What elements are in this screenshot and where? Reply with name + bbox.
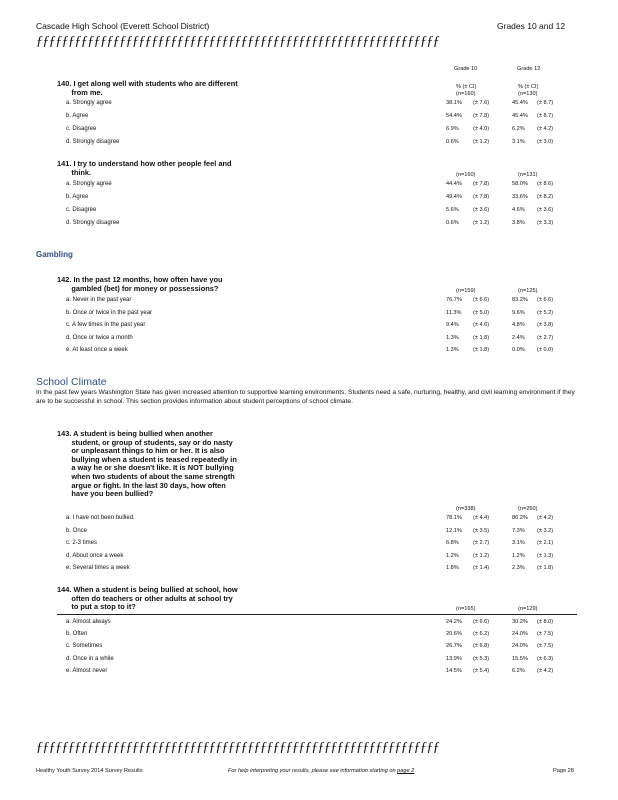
confidence-interval: (± 5.3): [473, 655, 490, 662]
option-label: d. Strongly disagree: [66, 220, 120, 226]
confidence-interval: (± 4.2): [537, 667, 554, 674]
percent-value: 54.4%: [446, 113, 462, 119]
percent-value: 6.9%: [446, 126, 459, 132]
percent-value: 6.2%: [512, 126, 525, 132]
confidence-interval: (± 7.5): [537, 643, 554, 650]
percent-value: 1.2%: [446, 552, 459, 559]
option-label: b. Once: [66, 527, 88, 534]
bottom-divider: ƒƒƒƒƒƒƒƒƒƒƒƒƒƒƒƒƒƒƒƒƒƒƒƒƒƒƒƒƒƒƒƒƒƒƒƒƒƒƒƒƒƒƒƒƒƒƒƒƒƒƒƒƒƒƒƒƒƒƒƒƒƒƒ: [36, 740, 440, 755]
option-label: a. Never in the past year: [66, 297, 132, 303]
percent-value: 9.6%: [512, 309, 525, 316]
percent-value: 12.1%: [446, 527, 462, 534]
confidence-interval: (± 5.4): [473, 667, 490, 674]
confidence-interval: (± 1.8): [537, 565, 554, 571]
grade-10-header: Grade 10: [454, 66, 478, 72]
footer-help-text: [228, 768, 414, 774]
confidence-interval: (± 6.6): [473, 619, 490, 625]
percent-value: 4.6%: [512, 207, 525, 213]
school-climate-heading: School Climate: [36, 376, 107, 388]
percent-value: 9.4%: [446, 322, 459, 328]
grade-12-header: Grade 12: [517, 66, 541, 72]
percent-value: 38.1%: [446, 100, 462, 106]
confidence-interval: (± 3.6): [473, 207, 490, 213]
percent-value: 76.7%: [446, 297, 462, 303]
option-label: a. Strongly agree: [66, 181, 112, 187]
confidence-interval: (± 8.7): [537, 100, 554, 106]
percent-value: 24.0%: [512, 631, 528, 638]
percent-value: 83.2%: [512, 297, 528, 303]
q144-rule: [57, 614, 577, 615]
pct-ci-label-12: % (± CI): [518, 84, 539, 90]
confidence-interval: (± 4.2): [537, 515, 554, 521]
confidence-interval: (± 8.0): [537, 619, 554, 625]
confidence-interval: (± 2.1): [537, 540, 554, 546]
confidence-interval: (± 7.6): [473, 100, 490, 106]
confidence-interval: (± 6.6): [537, 297, 554, 303]
option-label: c. Disagree: [66, 126, 97, 132]
q140-n12: (n=130): [518, 91, 538, 97]
option-label: b. Often: [66, 631, 88, 638]
percent-value: 44.4%: [446, 181, 462, 187]
q141-n12: (n=131): [518, 172, 538, 178]
percent-value: 86.2%: [512, 515, 528, 521]
percent-value: 1.3%: [446, 347, 459, 353]
percent-value: 6.8%: [446, 540, 459, 546]
q141-n10: (n=160): [456, 172, 476, 178]
option-label: b. Agree: [66, 113, 89, 119]
q144-n10: (n=165): [456, 606, 476, 612]
percent-value: 33.6%: [512, 194, 528, 200]
confidence-interval: (± 3.5): [473, 527, 490, 534]
confidence-interval: (± 3.3): [537, 220, 554, 226]
option-label: e. Several times a week: [66, 565, 130, 571]
question-140: 140. I get along well with students who are different from me.: [57, 79, 238, 97]
confidence-interval: (± 6.2): [473, 631, 490, 638]
question-144: 144. When a student is being bullied at school, how often do teachers or other adults at school try to put a stop to it?: [57, 585, 238, 612]
confidence-interval: (± 8.6): [537, 181, 554, 187]
percent-value: 3.1%: [512, 139, 525, 145]
q143-n10: (n=338): [456, 506, 476, 512]
confidence-interval: (± 6.6): [473, 297, 490, 303]
percent-value: 13.9%: [446, 655, 462, 662]
percent-value: 6.2%: [512, 667, 525, 674]
percent-value: 3.8%: [512, 220, 525, 226]
grades-label: Grades 10 and 12: [497, 21, 566, 31]
question-142: 142. In the past 12 months, how often have you gambled (bet) for money or possessions?: [57, 275, 223, 293]
percent-value: 1.8%: [446, 565, 459, 571]
percent-value: 11.3%: [446, 309, 462, 316]
percent-value: 45.4%: [512, 113, 528, 119]
confidence-interval: (± 1.4): [473, 565, 490, 571]
percent-value: 0.6%: [446, 139, 459, 145]
confidence-interval: (± 4.2): [537, 126, 554, 132]
q140-n10: (n=160): [456, 91, 476, 97]
percent-value: 2.4%: [512, 334, 525, 341]
footer-help-prefix: For help interpreting your results, please see information starting on: [228, 768, 398, 774]
footer-survey-title: Healthy Youth Survey 2014 Survey Results: [36, 768, 143, 774]
footer-page-number: Page 28: [553, 768, 574, 774]
percent-value: 2.3%: [512, 565, 525, 571]
percent-value: 4.8%: [512, 322, 525, 328]
option-label: b. Agree: [66, 194, 89, 200]
pct-ci-label-10: % (± CI): [456, 84, 477, 90]
school-title: Cascade High School (Everett School District): [36, 21, 210, 31]
confidence-interval: (± 3.0): [537, 139, 554, 145]
confidence-interval: (± 1.8): [473, 347, 490, 353]
confidence-interval: (± 6.3): [537, 655, 554, 662]
percent-value: 1.3%: [446, 334, 459, 341]
confidence-interval: (± 1.8): [473, 334, 490, 341]
percent-value: 3.1%: [512, 540, 525, 546]
option-label: e. At least once a week: [66, 347, 128, 353]
percent-value: 1.2%: [512, 552, 525, 559]
confidence-interval: (± 8.2): [537, 194, 554, 200]
option-label: c. Disagree: [66, 207, 97, 213]
confidence-interval: (± 8.7): [537, 113, 554, 119]
percent-value: 45.4%: [512, 100, 528, 106]
percent-value: 78.1%: [446, 515, 462, 521]
percent-value: 26.7%: [446, 643, 462, 650]
confidence-interval: (± 1.2): [473, 220, 490, 226]
option-label: d. Strongly disagree: [66, 139, 120, 145]
confidence-interval: (± 4.6): [473, 322, 490, 328]
confidence-interval: (± 1.2): [473, 139, 490, 145]
confidence-interval: (± 1.2): [473, 552, 490, 559]
confidence-interval: (± 7.8): [473, 113, 490, 119]
percent-value: 49.4%: [446, 194, 462, 200]
percent-value: 24.2%: [446, 619, 462, 625]
percent-value: 15.5%: [512, 655, 528, 662]
option-label: b. Once or twice in the past year: [66, 309, 153, 316]
q142-n10: (n=159): [456, 288, 476, 294]
percent-value: 0.0%: [512, 347, 525, 353]
percent-value: 5.6%: [446, 207, 459, 213]
option-label: c. 2-3 times: [66, 540, 98, 546]
confidence-interval: (± 0.0): [537, 347, 554, 353]
question-143: 143. A student is being bullied when another student, or group of students, say or do nasty or unpleasant things to him or her. It is also bullying when a student is teased repeatedly in a way he or she doesn't like. It is NOT bullying when two students of about the same strength argue or fight. In the last 30 days, how often have you been bullied?: [57, 429, 237, 499]
percent-value: 14.5%: [446, 667, 462, 674]
percent-value: 7.3%: [512, 527, 525, 534]
top-divider: ƒƒƒƒƒƒƒƒƒƒƒƒƒƒƒƒƒƒƒƒƒƒƒƒƒƒƒƒƒƒƒƒƒƒƒƒƒƒƒƒƒƒƒƒƒƒƒƒƒƒƒƒƒƒƒƒƒƒƒƒƒƒƒ: [36, 34, 440, 49]
percent-value: 0.6%: [446, 220, 459, 226]
confidence-interval: (± 3.2): [537, 527, 554, 534]
option-label: d. About once a week: [66, 552, 124, 559]
confidence-interval: (± 2.7): [473, 540, 490, 546]
option-label: a. I have not been bullied.: [66, 515, 135, 521]
confidence-interval: (± 1.3): [537, 552, 554, 559]
confidence-interval: (± 6.8): [473, 643, 490, 650]
confidence-interval: (± 5.2): [537, 309, 554, 316]
option-label: c. Sometimes: [66, 643, 103, 650]
option-label: e. Almost never: [66, 667, 108, 674]
q142-n12: (n=125): [518, 288, 538, 294]
footer-page-link[interactable]: page 2: [397, 768, 415, 774]
option-label: d. Once or twice a month: [66, 334, 133, 341]
confidence-interval: (± 3.8): [537, 322, 554, 328]
confidence-interval: (± 4.4): [473, 515, 490, 521]
confidence-interval: (± 3.6): [537, 207, 554, 213]
confidence-interval: (± 7.8): [473, 181, 490, 187]
confidence-interval: (± 5.0): [473, 309, 490, 316]
school-climate-intro: In the past few years Washington State has given increased attention to supportive learning environments. Students need a safe, nurturing, healthy, and civil learning environment if they are to be successful in school. This section provides information about student perceptions of school climate.: [36, 389, 575, 405]
percent-value: 30.2%: [512, 619, 528, 625]
option-label: c. A few times in the past year: [66, 322, 146, 328]
confidence-interval: (± 7.5): [537, 631, 554, 638]
confidence-interval: (± 7.8): [473, 194, 490, 200]
q144-n12: (n=129): [518, 606, 538, 612]
confidence-interval: (± 2.7): [537, 334, 554, 341]
option-label: d. Once in a while: [66, 655, 114, 662]
percent-value: 58.0%: [512, 181, 528, 187]
gambling-heading: Gambling: [36, 250, 73, 259]
percent-value: 24.0%: [512, 643, 528, 650]
option-label: a. Strongly agree: [66, 100, 112, 106]
question-141: 141. I try to understand how other people feel and think.: [57, 159, 232, 177]
q143-n12: (n=260): [518, 506, 538, 512]
confidence-interval: (± 4.0): [473, 126, 490, 132]
percent-value: 20.6%: [446, 631, 462, 638]
option-label: a. Almost always: [66, 619, 111, 625]
